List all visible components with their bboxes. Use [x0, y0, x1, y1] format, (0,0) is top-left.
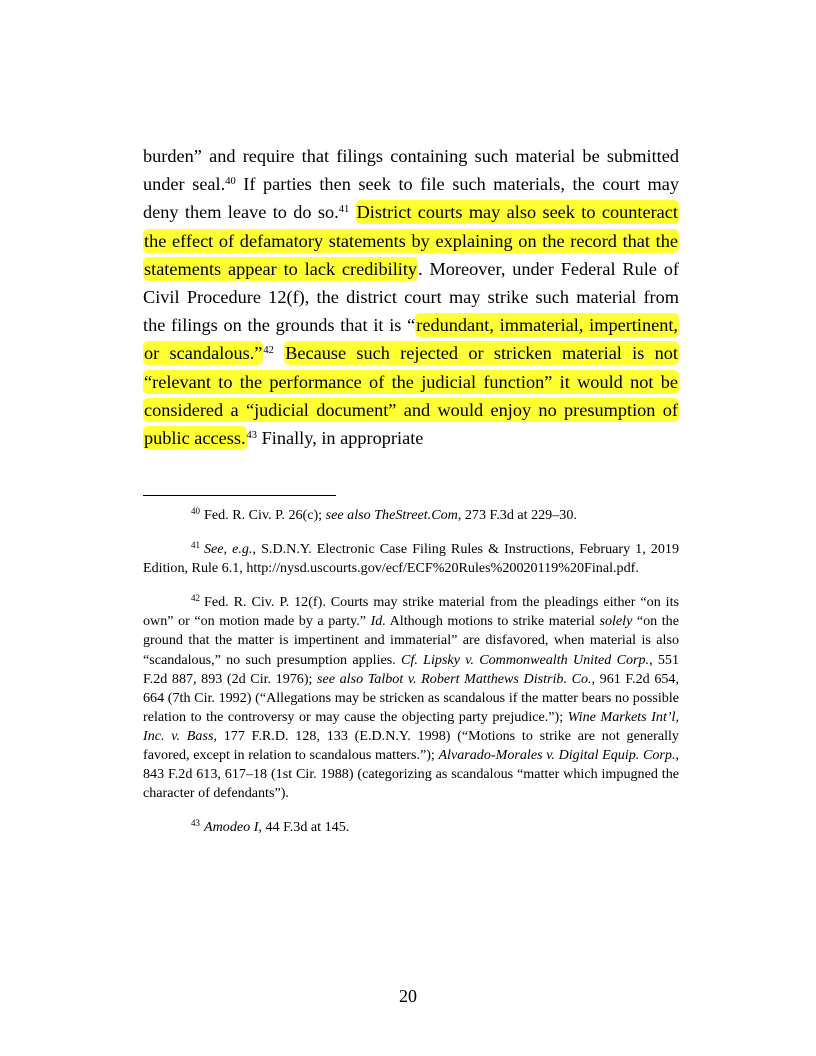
footnote-mark: 43	[191, 818, 200, 829]
footnote-citation: Amodeo I	[204, 819, 259, 836]
footnote-text: , 843 F.2d 613, 617–18 (1st Cir. 1988) (categorizing as scandalous “matter which impugned the character of defendants”).	[143, 747, 679, 802]
footnote-citation: see also TheStreet.Com	[325, 507, 458, 523]
footnote-ref-41[interactable]: 41	[338, 204, 350, 216]
footnote-text: , 961 F.2d 654, 664 (7th Cir. 1992) (“Allegations may be stricken as scandalous if the matter bears no possible relation to the controversy or may cause the objecting party prejudice.”);	[143, 670, 679, 725]
footnote-citation: Alvarado-Morales v. Digital Equip. Corp.	[438, 747, 676, 764]
footnote-text: Fed. R. Civ. P. 26(c);	[204, 507, 326, 523]
footnote-mark: 41	[191, 540, 200, 551]
footnote-ref-40[interactable]: 40	[225, 176, 236, 188]
footnote-citation: see also Talbot v. Robert Matthews Distrib. Co.	[317, 670, 592, 687]
footnote-separator	[143, 495, 336, 496]
footnote-text: “on the ground that the matter is impertinent and immaterial” are disfavored, when material is also “scandalous,” no such presumption applies.	[143, 613, 679, 668]
body-text-1: burden” and require that filings containing such material be submitted under seal.	[143, 146, 679, 195]
footnotes	[143, 506, 679, 852]
footnote-text: , 273 F.3d at 229–30.	[457, 507, 577, 523]
footnote-text: , 44 F.3d at 145.	[258, 819, 350, 836]
highlight-3: Because such rejected or stricken material is not “relevant to the performance of the judicial function” it would not be considered a “judicial document” and would enjoy no presumption of public access.	[144, 343, 679, 449]
highlight-2: redundant, immaterial, impertinent, or scandalous.”	[144, 315, 678, 364]
footnote-ref-43[interactable]: 43	[246, 430, 258, 442]
footnote-41	[143, 540, 679, 578]
body-text-3: . Moreover, under Federal Rule of Civil Procedure 12(f), the district court may strike such material from the filings on the grounds that it is “	[143, 258, 679, 336]
footnote-43	[143, 818, 679, 837]
page-number: 20	[399, 986, 417, 1006]
body-text-4: Finally, in appropriate	[257, 428, 424, 449]
footnote-mark: 42	[191, 593, 200, 604]
footnote-signal: See, e.g.	[204, 541, 253, 558]
highlight-1: District courts may also seek to counteract the effect of defamatory statements by explaining on the record that the statements appear to lack credibility	[144, 202, 678, 279]
footnote-text: , 177 F.R.D. 128, 133 (E.D.N.Y. 1998) (“Motions to strike are not generally favored, except in relation to scandalous matters.”);	[143, 727, 679, 764]
footnote-text: , 551 F.2d 887, 893 (2d Cir. 1976);	[143, 651, 680, 687]
body-paragraph	[143, 142, 679, 452]
footnote-40	[143, 506, 679, 525]
footnote-citation: Cf. Lipsky v. Commonwealth United Corp.	[401, 651, 650, 668]
footnote-42	[143, 593, 679, 803]
footnote-text: , S.D.N.Y. Electronic Case Filing Rules & Instructions, February 1, 2019 Edition, Rule 6.1, http://nysd.uscourts.gov/ecf/ECF%20Rules%20020119%20Final.pdf.	[143, 541, 679, 577]
footnote-emphasis: solely	[599, 613, 633, 630]
footnote-ref-42[interactable]: 42	[263, 345, 274, 357]
body-text-2: If parties then seek to file such materials, the court may deny them leave to do so.	[143, 174, 679, 223]
footnote-citation: Id.	[370, 613, 386, 630]
footnote-text: Fed. R. Civ. P. 12(f). Courts may strike material from the pleadings either “on its own” or “on motion made by a party.”	[143, 594, 679, 630]
footnote-citation: Wine Markets Int’l, Inc. v. Bass	[143, 708, 679, 744]
footnote-mark: 40	[191, 506, 200, 516]
footnote-text: Although motions to strike material	[385, 613, 600, 630]
